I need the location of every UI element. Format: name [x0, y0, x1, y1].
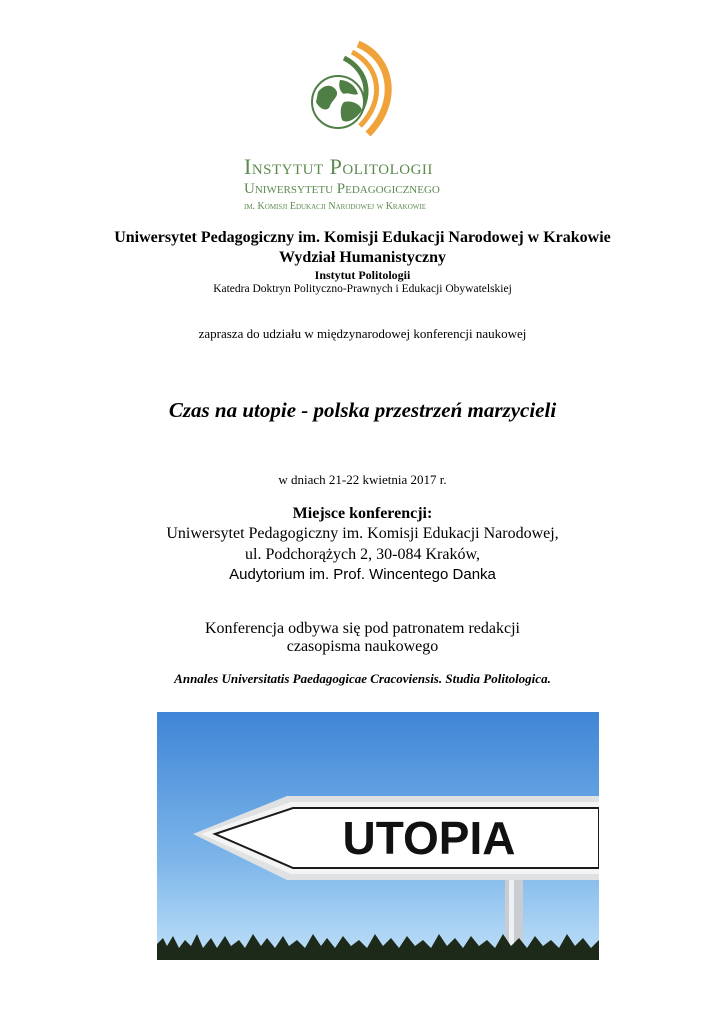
patronage-line-1: Konferencja odbywa się pod patronatem redakcji — [205, 620, 520, 637]
sign-text: UTOPIA — [342, 812, 516, 864]
venue-line-1: Uniwersytet Pedagogiczny im. Komisji Edukacji Narodowej, — [166, 525, 559, 542]
conference-title: Czas na utopie - polska przestrzeń marzycieli — [168, 398, 557, 422]
patronage-line-2: czasopisma naukowego — [286, 638, 439, 655]
department-name: Katedra Doktryn Polityczno-Prawnych i Edukacji Obywatelskiej — [213, 283, 512, 295]
utopia-sign-photo — [157, 712, 599, 960]
institute-name: Instytut Politologii — [314, 268, 411, 282]
institute-subtitle2: im. Komisji Edukacji Narodowej w Krakowie — [244, 201, 426, 212]
venue-line-2: ul. Podchorążych 2, 30-084 Kraków, — [245, 546, 480, 563]
institute-subtitle: Uniwersytetu Pedagogicznego — [244, 181, 440, 197]
faculty-name: Wydział Humanistyczny — [279, 249, 446, 266]
invitation-text: zaprasza do udziału w międzynarodowej konferencji naukowej — [198, 326, 527, 341]
conference-dates: w dniach 21-22 kwietnia 2017 r. — [278, 472, 447, 487]
university-name: Uniwersytet Pedagogiczny im. Komisji Edukacji Narodowej w Krakowie — [114, 229, 611, 246]
globe-icon — [312, 76, 364, 128]
journal-name: Annales Universitatis Paedagogicae Cracoviensis. Studia Politologica. — [174, 671, 551, 686]
institute-logo — [296, 40, 408, 136]
venue-heading: Miejsce konferencji: — [292, 505, 433, 522]
venue-line-3: Audytorium im. Prof. Wincentego Danka — [229, 566, 496, 583]
institute-title: Instytut Politologii — [244, 154, 433, 179]
institute-wordmark — [244, 156, 484, 212]
